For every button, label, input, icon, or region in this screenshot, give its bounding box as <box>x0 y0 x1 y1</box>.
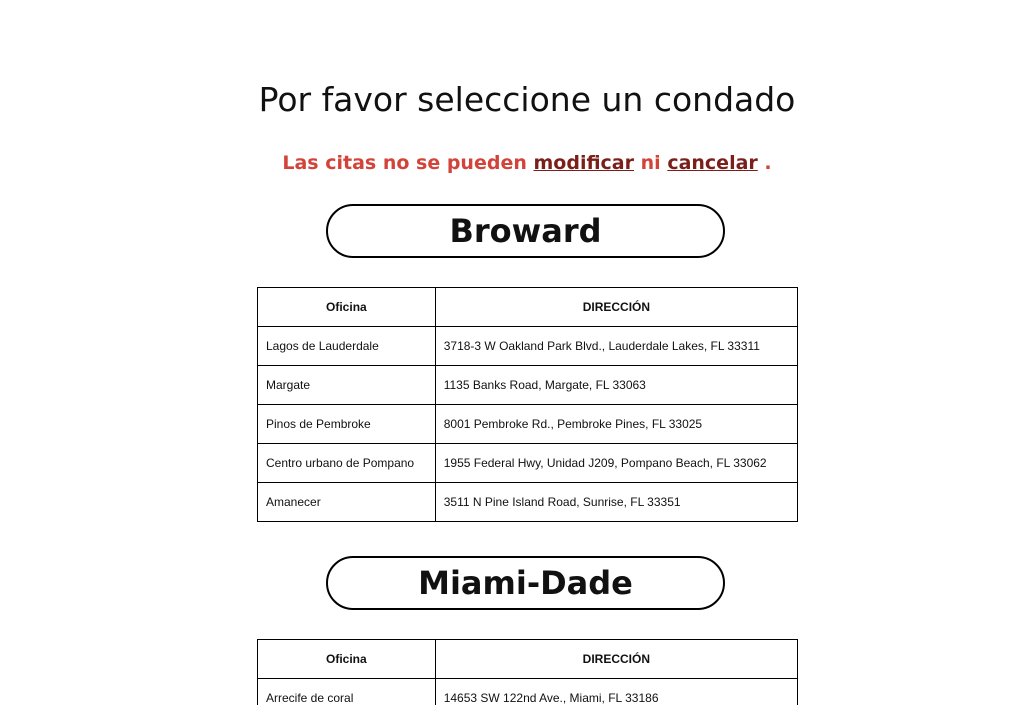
table-row <box>258 483 798 522</box>
table-header-row <box>258 288 798 327</box>
office-address: 3718-3 W Oakland Park Blvd., Lauderdale Lakes, FL 33311 <box>435 327 797 366</box>
table-row <box>258 327 798 366</box>
cancel-link[interactable]: cancelar <box>667 152 758 174</box>
table-row <box>258 366 798 405</box>
county-button-miami-dade[interactable]: Miami-Dade <box>326 556 725 610</box>
office-address: 1135 Banks Road, Margate, FL 33063 <box>435 366 797 405</box>
table-row <box>258 444 798 483</box>
office-name: Arrecife de coral <box>258 679 436 705</box>
column-header-office: Oficina <box>258 288 436 327</box>
table-row <box>258 405 798 444</box>
page-title: Por favor seleccione un condado <box>258 80 796 119</box>
office-address: 1955 Federal Hwy, Unidad J209, Pompano Beach, FL 33062 <box>435 444 797 483</box>
modify-link[interactable]: modificar <box>533 152 635 174</box>
office-address: 3511 N Pine Island Road, Sunrise, FL 33351 <box>435 483 797 522</box>
office-name: Margate <box>258 366 436 405</box>
office-address: 14653 SW 122nd Ave., Miami, FL 33186 <box>435 679 797 705</box>
office-name: Amanecer <box>258 483 436 522</box>
office-name: Pinos de Pembroke <box>258 405 436 444</box>
notice-message <box>0 152 1024 174</box>
table-row <box>258 679 798 705</box>
office-name: Lagos de Lauderdale <box>258 327 436 366</box>
broward-offices-table <box>257 287 798 522</box>
notice-middle: ni <box>640 152 661 174</box>
column-header-address: DIRECCIÓN <box>435 640 797 679</box>
notice-prefix: Las citas no se pueden <box>282 152 527 174</box>
county-button-broward[interactable]: Broward <box>326 204 725 258</box>
column-header-address: DIRECCIÓN <box>435 288 797 327</box>
notice-suffix: . <box>764 152 772 174</box>
table-header-row <box>258 640 798 679</box>
office-name: Centro urbano de Pompano <box>258 444 436 483</box>
column-header-office: Oficina <box>258 640 436 679</box>
office-address: 8001 Pembroke Rd., Pembroke Pines, FL 33025 <box>435 405 797 444</box>
miami-dade-offices-table <box>257 639 798 705</box>
